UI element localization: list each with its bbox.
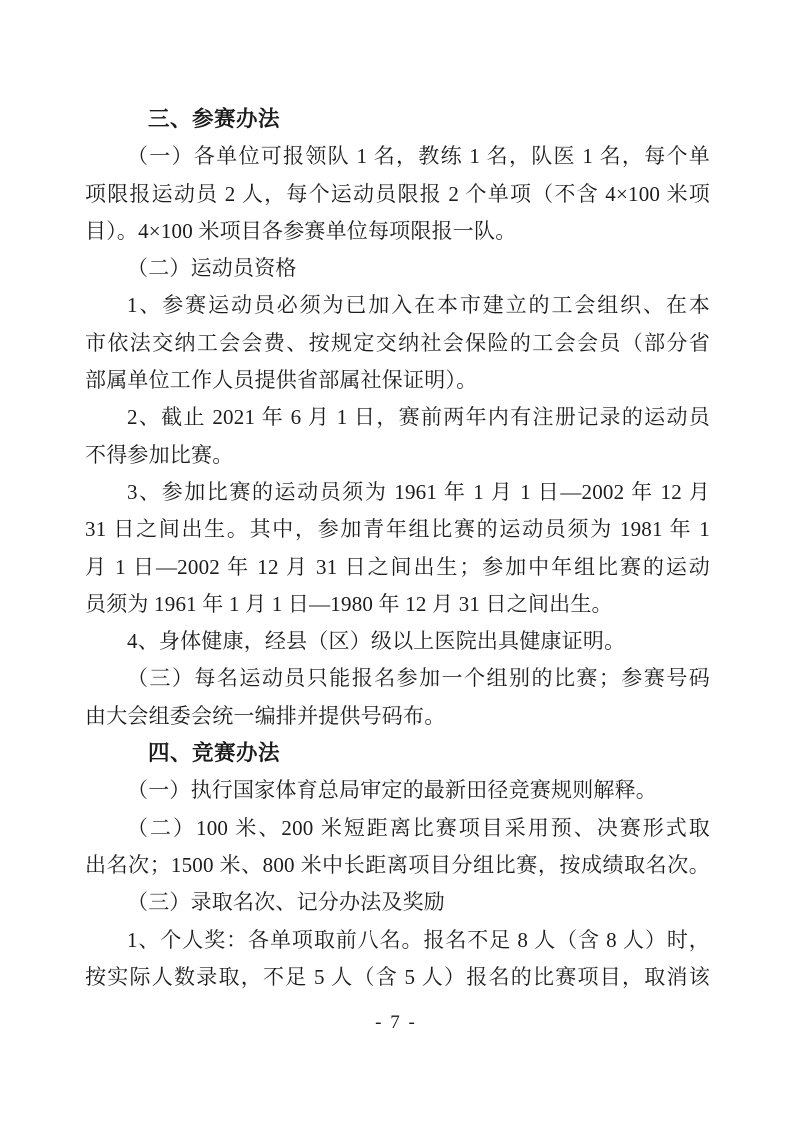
document-body xyxy=(85,101,710,996)
text-line: （三）录取名次、记分办法及奖励 xyxy=(127,890,445,915)
section-heading: 三、参赛办法 xyxy=(148,107,281,131)
text-line: （二）运动员资格 xyxy=(127,256,297,281)
text-line: 4、身体健康，经县（区）级以上医院出具健康证明。 xyxy=(127,629,626,654)
text-line: 项限报运动员 2 人，每个运动员限报 2 个单项（不含 4×100 米项 xyxy=(85,181,710,206)
text-line: 3、参加比赛的运动员须为 1961 年 1 月 1 日—2002 年 12 月 xyxy=(127,479,710,504)
text-line: 1、个人奖：各单项取前八名。报名不足 8 人（含 8 人）时， xyxy=(127,927,710,952)
text-line: 员须为 1961 年 1 月 1 日—1980 年 12 月 31 日之间出生。 xyxy=(85,591,613,616)
text-line: 1、参赛运动员必须为已加入在本市建立的工会组织、在本 xyxy=(127,293,710,318)
text-line: 部属单位工作人员提供省部属社保证明）。 xyxy=(85,368,478,393)
text-line: （三）每名运动员只能报名参加一个组别的比赛；参赛号码 xyxy=(127,666,710,691)
page-number: - 7 - xyxy=(375,1012,417,1033)
text-line: 市依法交纳工会会费、按规定交纳社会保险的工会会员（部分省 xyxy=(85,330,710,355)
text-line: 31 日之间出生。其中，参加青年组比赛的运动员须为 1981 年 1 xyxy=(85,517,710,542)
text-line: 2、截止 2021 年 6 月 1 日，赛前两年内有注册记录的运动员 xyxy=(127,405,710,430)
text-line: 不得参加比赛。 xyxy=(85,442,234,467)
text-line: 按实际人数录取，不足 5 人（含 5 人）报名的比赛项目，取消该 xyxy=(85,964,710,989)
text-line: （二）100 米、200 米短距离比赛项目采用预、决赛形式取 xyxy=(127,815,710,840)
text-line: （一）各单位可报领队 1 名，教练 1 名，队医 1 名，每个单 xyxy=(127,144,710,169)
text-line: 出名次；1500 米、800 米中长距离项目分组比赛，按成绩取名次。 xyxy=(85,852,710,877)
section-heading: 四、竞赛办法 xyxy=(148,741,281,766)
text-line: 目）。4×100 米项目各参赛单位每项限报一队。 xyxy=(85,218,517,243)
text-line: 由大会组委会统一编排并提供号码布。 xyxy=(85,703,446,728)
text-line: 月 1 日—2002 年 12 月 31 日之间出生；参加中年组比赛的运动 xyxy=(85,554,710,579)
text-line: （一）执行国家体育总局审定的最新田径竞赛规则解释。 xyxy=(127,778,657,803)
page-footer xyxy=(0,1012,792,1034)
